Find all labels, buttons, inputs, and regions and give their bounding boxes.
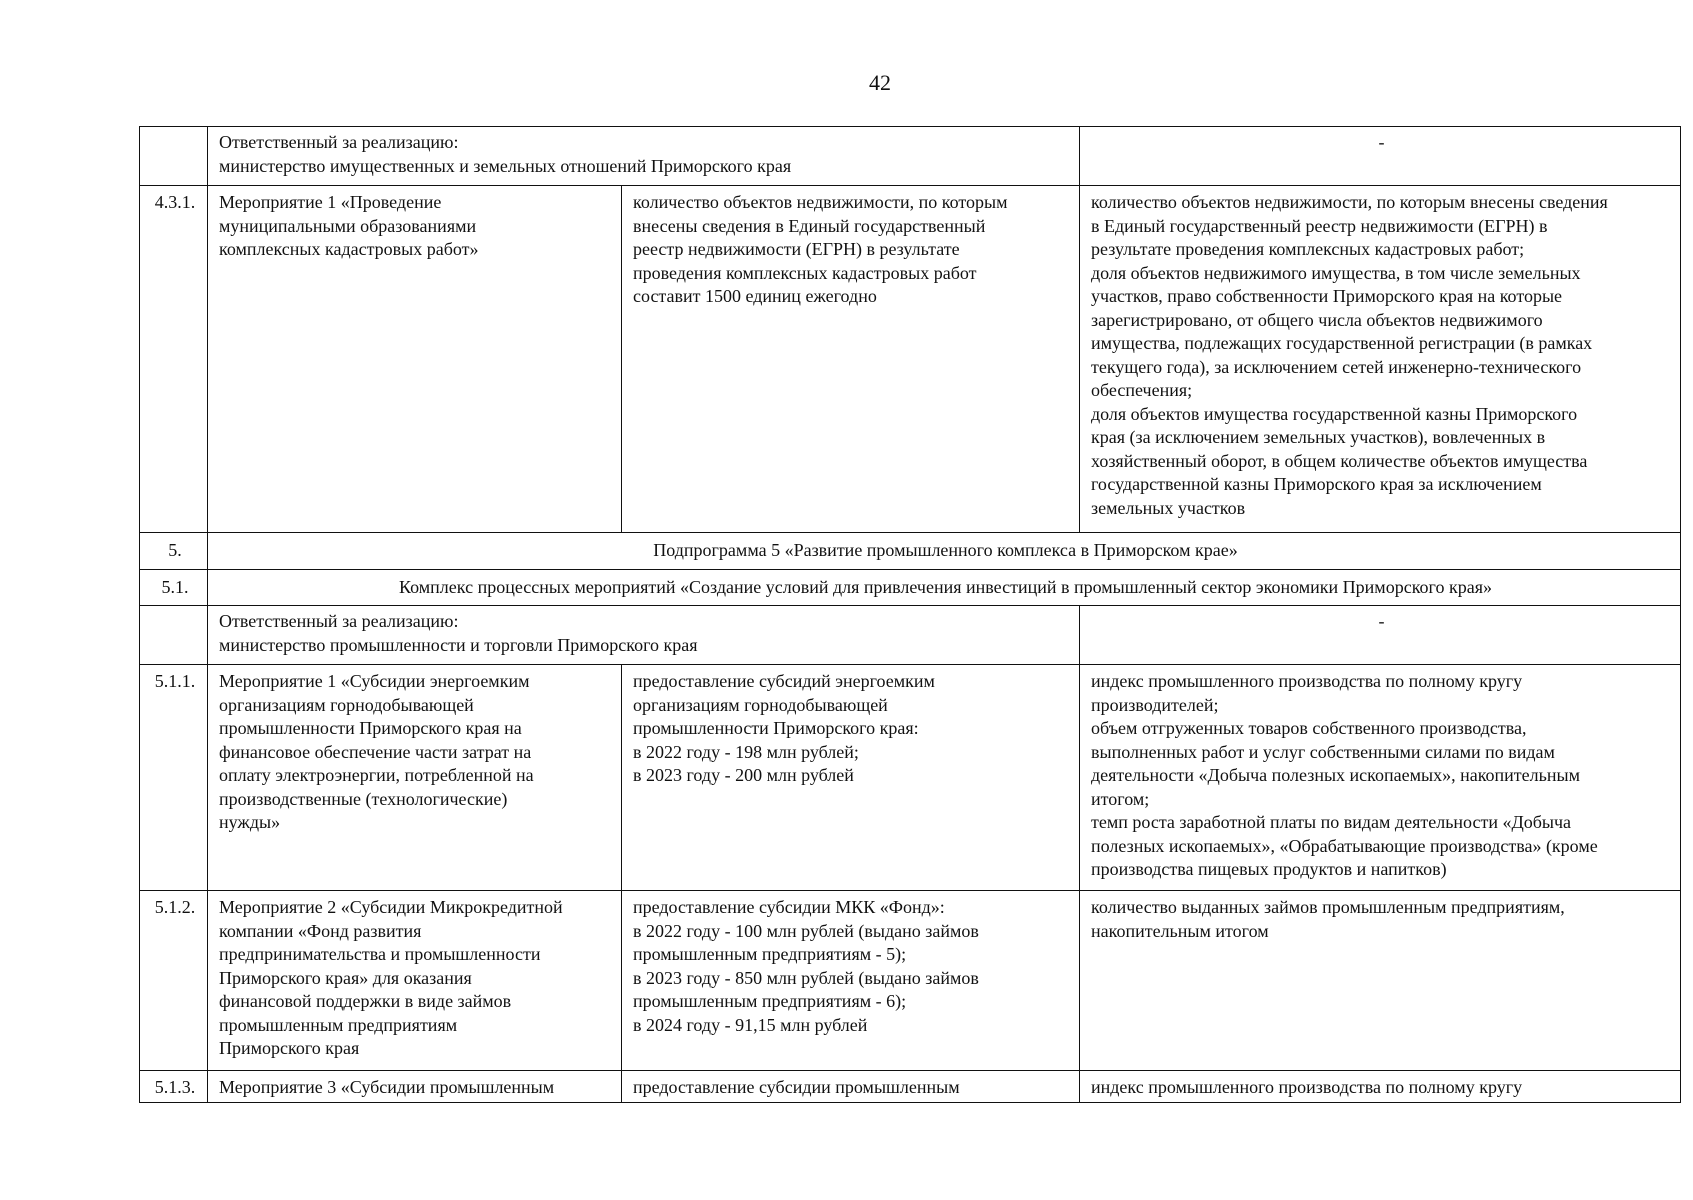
table-row (140, 606, 1681, 665)
page-number: 42 (869, 70, 891, 95)
result-cell: предоставление субсидии МКК «Фонд»: в 2022 году - 100 млн рублей (выдано займов промышленным предприятиям - 5); в 2023 году - 850 млн рублей (выдано займов промышленным предприятиям - 6); в 2024 году - 91,15 млн рублей (622, 891, 1080, 1071)
table-row (140, 186, 1681, 533)
measure-cell: Мероприятие 1 «Субсидии энергоемким организациям горнодобывающей промышленности Приморского края на финансовое обеспечение части затрат на оплату электроэнергии, потребленной на производственные (технологические) нужды» (208, 665, 622, 891)
indicator-cell: количество объектов недвижимости, по которым внесены сведения в Единый государственный реестр недвижимости (ЕГРН) в результате проведения комплексных кадастровых работ; доля объектов недвижимого имущества, в том числе земельных участков, право собственности Приморского края на которые зарегистрировано, от общего числа объектов недвижимого имущества, подлежащих государственной регистрации (в рамках текущего года), за исключением сетей инженерно-технического обеспечения; доля объектов имущества государственной казны Приморского края (за исключением земельных участков), вовлеченных в хозяйственный оборот, в общем количестве объектов имущества государственной казны Приморского края за исключением земельных участков (1080, 186, 1681, 533)
result-cell: количество объектов недвижимости, по которым внесены сведения в Единый государственный реестр недвижимости (ЕГРН) в результате проведения комплексных кадастровых работ составит 1500 единиц ежегодно (622, 186, 1080, 533)
row-number: 5.1.2. (140, 891, 208, 1071)
result-cell: предоставление субсидии промышленным (622, 1071, 1080, 1103)
program-measures-table (139, 126, 1681, 1103)
measure-cell: Мероприятие 3 «Субсидии промышленным (208, 1071, 622, 1103)
table-row (140, 1071, 1681, 1103)
indicator-cell: - (1080, 606, 1681, 665)
responsible-cell: Ответственный за реализацию: министерство промышленности и торговли Приморского края (208, 606, 1080, 665)
measure-cell: Мероприятие 2 «Субсидии Микрокредитной компании «Фонд развития предпринимательства и промышленности Приморского края» для оказания финансовой поддержки в виде займов промышленным предприятиям Приморского края (208, 891, 622, 1071)
row-number (140, 606, 208, 665)
indicator-cell: количество выданных займов промышленным предприятиям, накопительным итогом (1080, 891, 1681, 1071)
row-number (140, 127, 208, 186)
indicator-cell: индекс промышленного производства по полному кругу (1080, 1071, 1681, 1103)
complex-title: Комплекс процессных мероприятий «Создание условий для привлечения инвестиций в промышленный сектор экономики Приморского края» (208, 569, 1681, 606)
subprogram-title: Подпрограмма 5 «Развитие промышленного комплекса в Приморском крае» (208, 533, 1681, 570)
table-row (140, 127, 1681, 186)
indicator-cell: - (1080, 127, 1681, 186)
indicator-cell: индекс промышленного производства по полному кругу производителей; объем отгруженных товаров собственного производства, выполненных работ и услуг собственными силами по видам деятельности «Добыча полезных ископаемых», накопительным итогом; темп роста заработной платы по видам деятельности «Добыча полезных ископаемых», «Обрабатывающие производства» (кроме производства пищевых продуктов и напитков) (1080, 665, 1681, 891)
table-row (140, 891, 1681, 1071)
responsible-cell: Ответственный за реализацию: министерство имущественных и земельных отношений Приморского края (208, 127, 1080, 186)
row-number: 5.1.3. (140, 1071, 208, 1103)
table-row (140, 569, 1681, 606)
table-row (140, 533, 1681, 570)
row-number: 4.3.1. (140, 186, 208, 533)
row-number: 5.1. (140, 569, 208, 606)
table-row (140, 665, 1681, 891)
result-cell: предоставление субсидий энергоемким организациям горнодобывающей промышленности Приморского края: в 2022 году - 198 млн рублей; в 2023 году - 200 млн рублей (622, 665, 1080, 891)
measure-cell: Мероприятие 1 «Проведение муниципальными образованиями комплексных кадастровых работ» (208, 186, 622, 533)
row-number: 5. (140, 533, 208, 570)
row-number: 5.1.1. (140, 665, 208, 891)
